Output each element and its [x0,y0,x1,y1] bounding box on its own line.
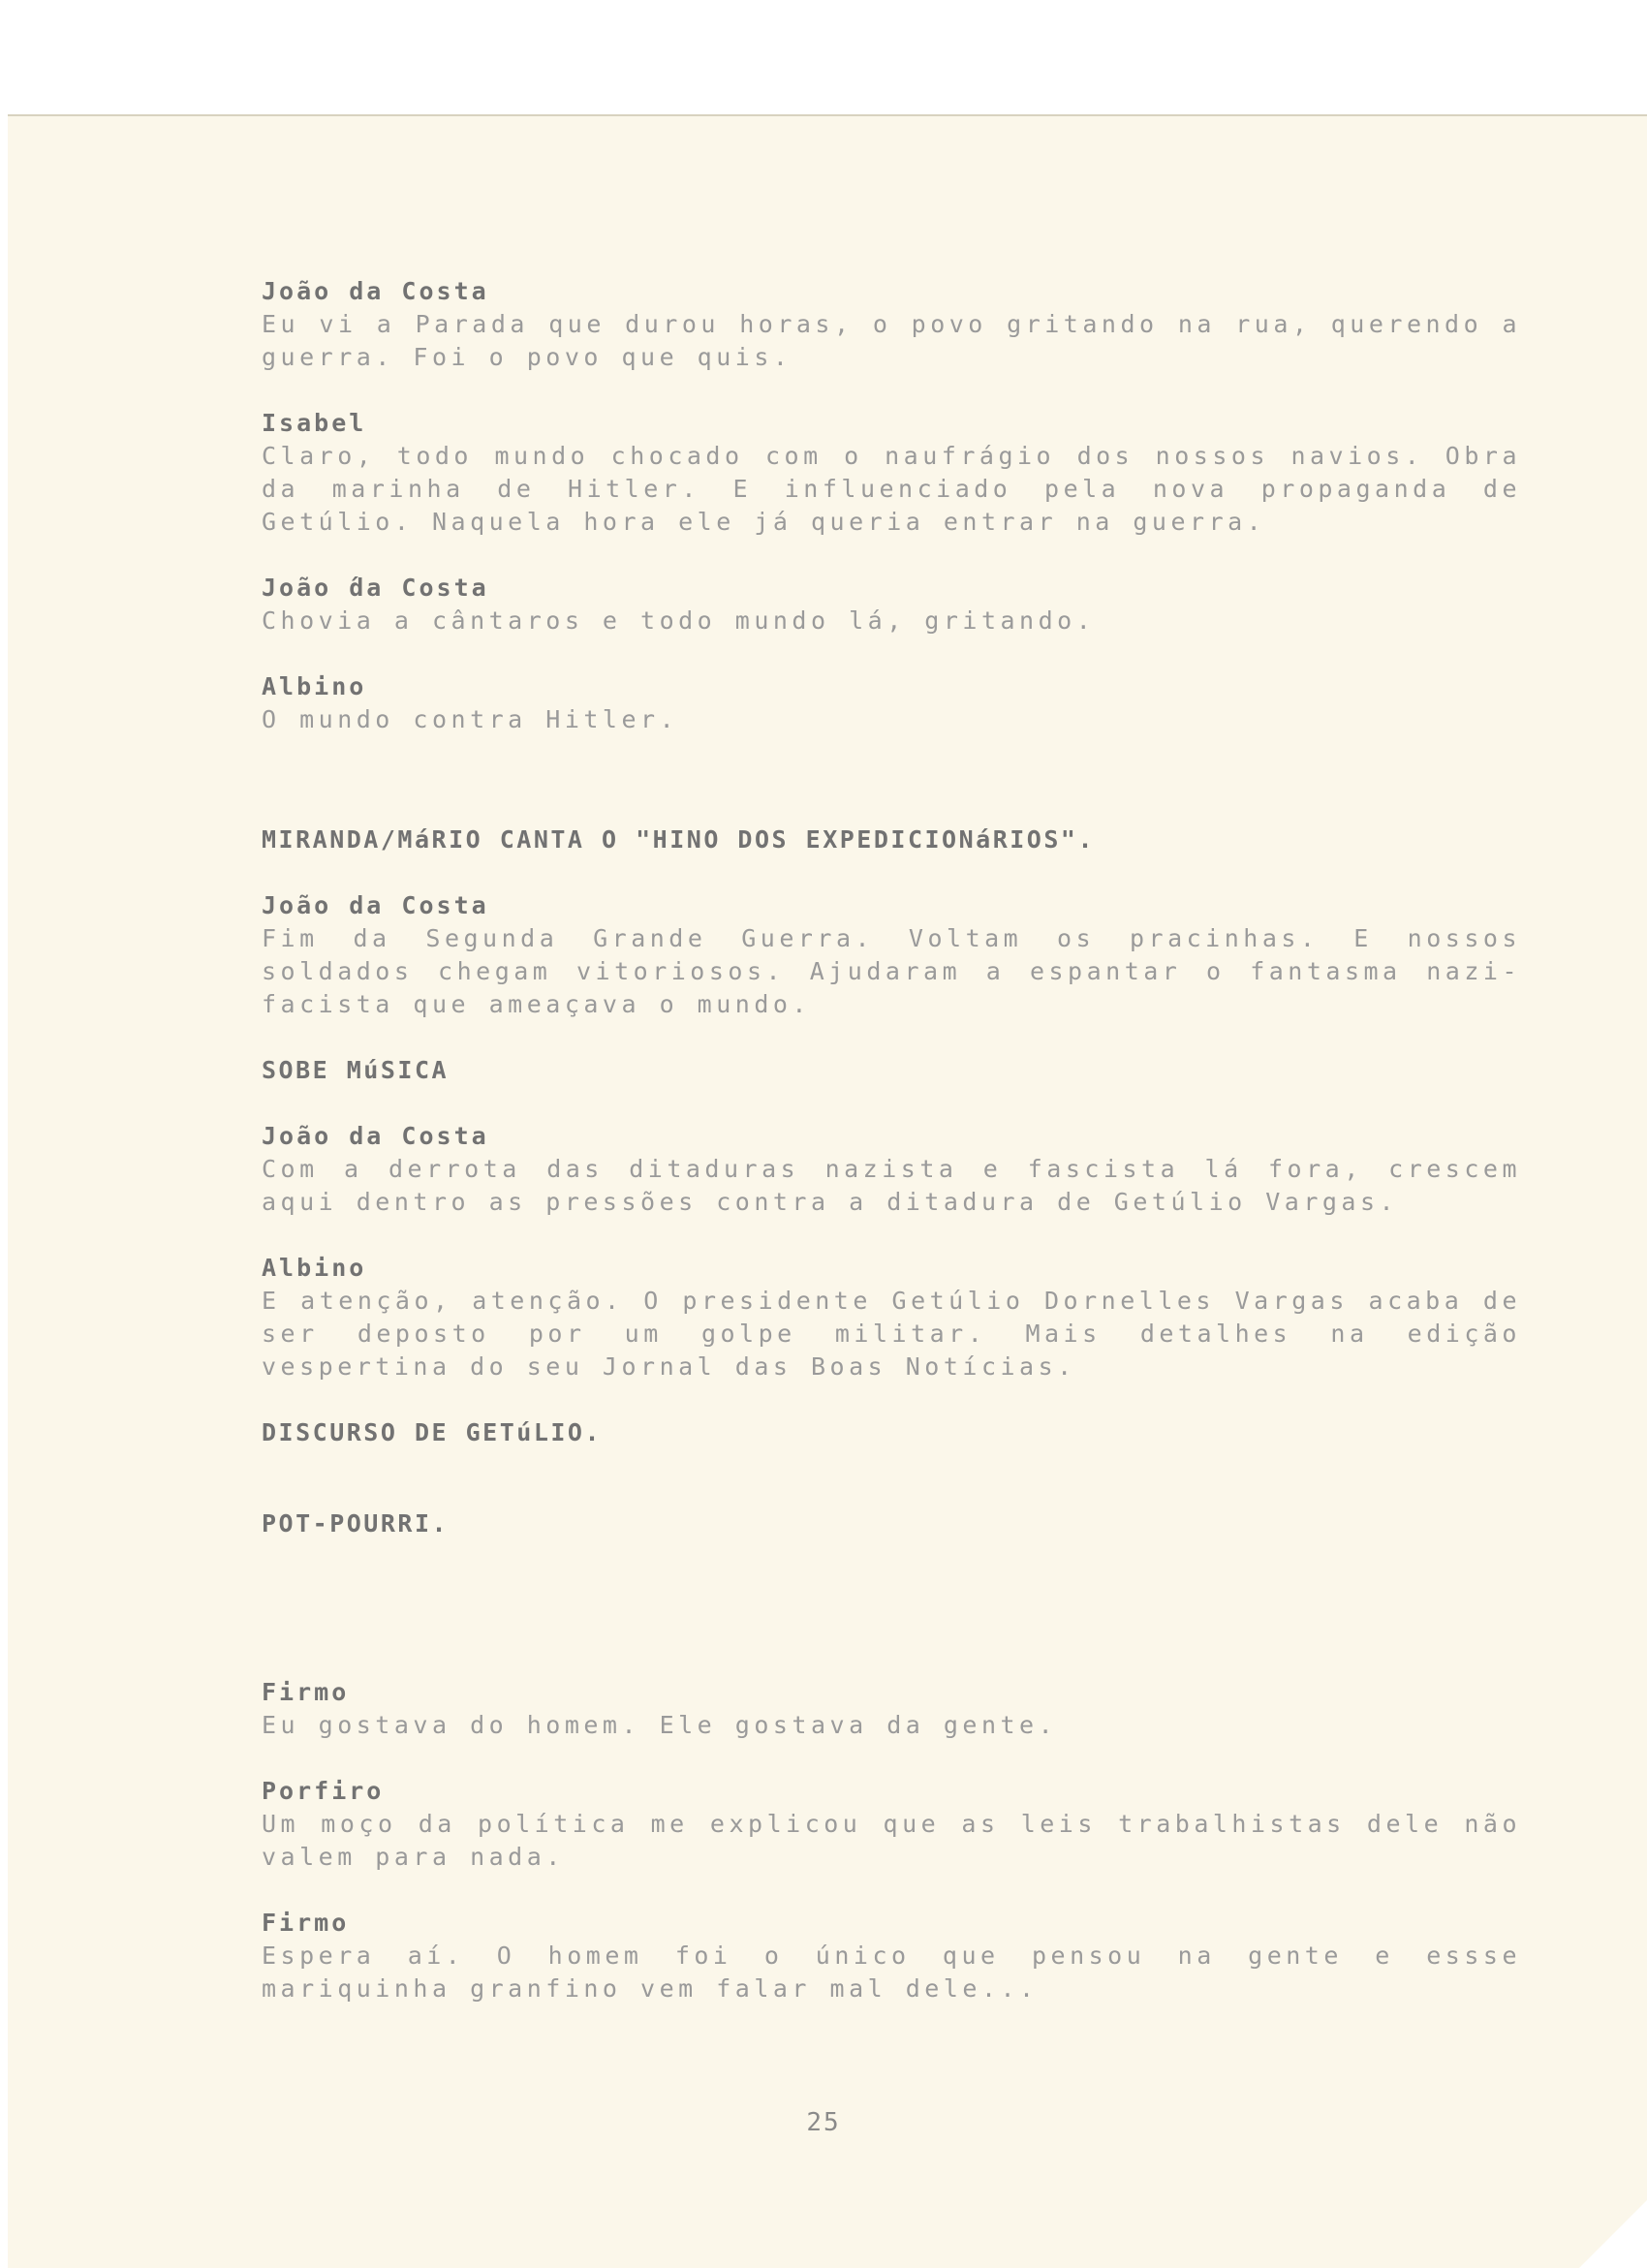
speaker-name: Albino [262,1254,367,1282]
dialogue-block [262,670,1521,736]
speech-text: Eu gostava do homem. Ele gostava da gente. [262,1711,1058,1739]
speech-text: Claro, todo mundo chocado com o naufrágio dos nossos navios. Obra da marinha de Hitler. E influenciado pela nova propaganda de Getúlio. Naquela hora ele já queria entrar na guerra. [262,442,1521,536]
stage-direction: DISCURSO DE GETúLIO. [262,1418,603,1446]
speech-text: Fim da Segunda Grande Guerra. Voltam os pracinhas. E nossos soldados chegam vitoriosos. Ajudaram a espantar o fantasma nazi-facista que ameaçava o mundo. [262,924,1521,1018]
dialogue-block [262,1676,1521,1742]
speech-text: Espera aí. O homem foi o único que pensou na gente e essse mariquinha granfino vem falar mal dele... [262,1942,1521,2003]
stage-direction: SOBE MúSICA [262,1056,450,1084]
script-content [262,275,1521,2038]
folded-corner [1579,2200,1647,2268]
dialogue-block [262,1120,1521,1219]
speaker-name: Porfiro [262,1777,385,1805]
speaker-name: Albino [262,672,367,700]
speaker-name: João da Costa [262,277,489,305]
speaker-name: Firmo [262,1678,350,1706]
speaker-name: João da Costa [262,891,489,919]
speech-text: E atenção, atenção. O presidente Getúlio Dornelles Vargas acaba de ser deposto por um golpe militar. Mais detalhes na edição vespertina do seu Jornal das Boas Notícias. [262,1287,1521,1381]
stage-direction: MIRANDA/MáRIO CANTA O "HINO DOS EXPEDICIONáRIOS". [262,825,1096,854]
dialogue-block [262,407,1521,539]
dialogue-block [262,572,1521,637]
dialogue-block [262,275,1521,374]
scan-top-margin [0,0,1647,116]
speech-text: Eu vi a Parada que durou horas, o povo gritando na rua, querendo a guerra. Foi o povo que quis. [262,310,1521,371]
dialogue-block [262,1775,1521,1874]
speaker-name: Isabel [262,409,367,437]
speech-text: Com a derrota das ditaduras nazista e fascista lá fora, crescem aqui dentro as pressões contra a ditadura de Getúlio Vargas. [262,1155,1521,1216]
speaker-name: Firmo [262,1909,350,1937]
speech-text: Um moço da política me explicou que as leis trabalhistas dele não valem para nada. [262,1810,1521,1871]
speech-text: O mundo contra Hitler. [262,705,679,733]
dialogue-block [262,889,1521,1021]
page-number: 25 [806,2108,841,2137]
speaker-name: João ́da Costa [262,574,489,602]
speaker-name: João da Costa [262,1122,489,1150]
speech-text: Chovia a cântaros e todo mundo lá, gritando. [262,606,1096,635]
stage-direction: POT-POURRI. [262,1509,450,1538]
dialogue-block [262,1252,1521,1383]
dialogue-block [262,1907,1521,2005]
